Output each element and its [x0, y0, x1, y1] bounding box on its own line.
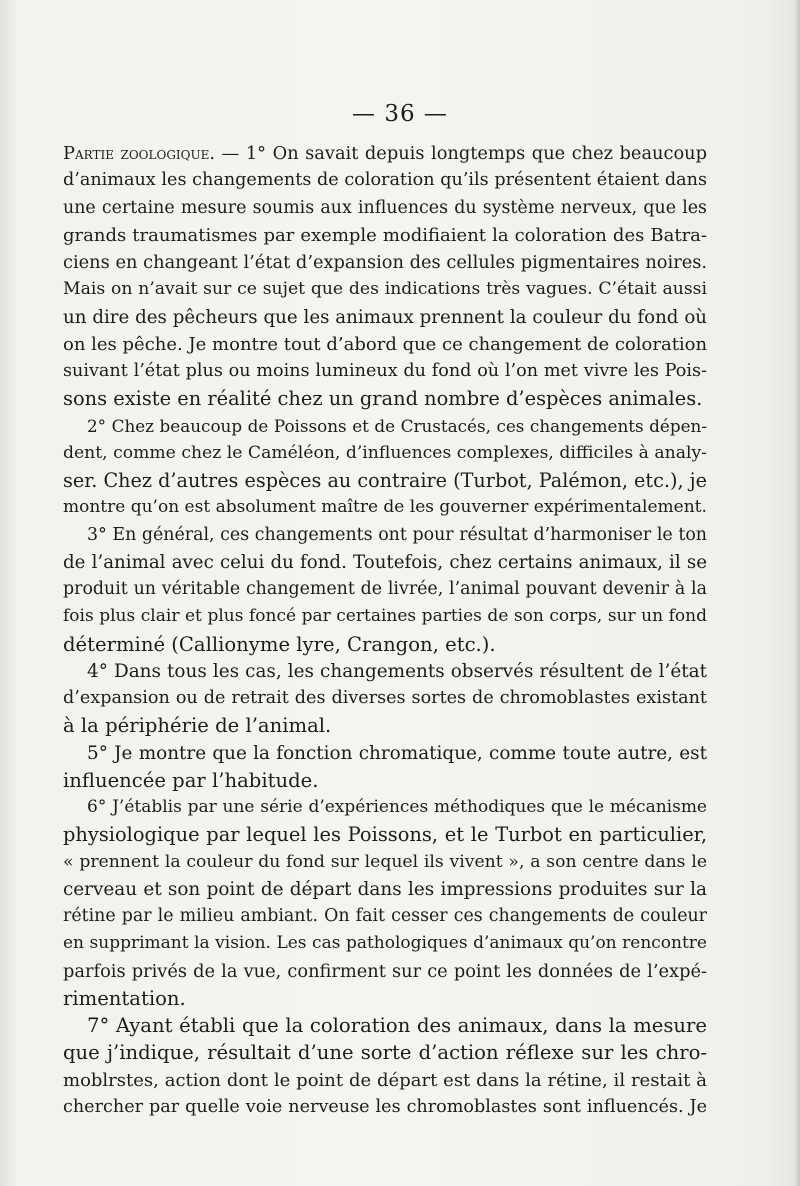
- text-line: « prennent la couleur du fond sur lequel ils vivent », a son centre dans le: [63, 851, 707, 872]
- line-text: — 1° On savait depuis longtemps que chez beaucoup: [215, 143, 707, 164]
- text-line: d’expansion ou de retrait des diverses sortes de chromoblastes existant: [63, 688, 707, 708]
- text-line: montre qu’on est absolument maître de les gouverner expérimentalement.: [63, 497, 707, 518]
- text-line: que j’indique, résultait d’une sorte d’action réflexe sur les chro-: [63, 1041, 707, 1065]
- text-line: rimentation.: [63, 986, 186, 1010]
- text-line: on les pêche. Je montre tout d’abord que ce changement de coloration: [63, 333, 707, 355]
- text-line: déterminé (Callionyme lyre, Crangon, etc.).: [63, 632, 496, 656]
- text-line: suivant l’état plus ou moins lumineux du fond où l’on met vivre les Pois-: [63, 361, 707, 381]
- text-line: parfois privés de la vue, confirment sur ce point les données de l’expé-: [63, 960, 707, 982]
- text-line: 4° Dans tous les cas, les changements observés résultent de l’état: [87, 660, 707, 682]
- page-number: — 36 —: [352, 101, 448, 127]
- text-line: rétine par le milieu ambiant. On fait cesser ces changements de couleur: [63, 906, 707, 926]
- text-line: fois plus clair et plus foncé par certaines parties de son corps, sur un fond: [63, 606, 707, 627]
- body-text: [63, 140, 707, 1121]
- text-line: cerveau et son point de départ dans les impressions produites sur la: [63, 878, 707, 900]
- text-line: ciens en changeant l’état d’expansion des cellules pigmentaires noires.: [63, 252, 707, 273]
- text-line: ser. Chez d’autres espèces au contraire (Turbot, Palémon, etc.), je: [63, 469, 707, 492]
- text-line: produit un véritable changement de livrée, l’animal pouvant devenir à la: [63, 579, 707, 599]
- text-line: 2° Chez beaucoup de Poissons et de Crustacés, ces changements dépen-: [87, 415, 707, 436]
- text-line: 5° Je montre que la fonction chromatique, comme toute autre, est: [87, 742, 707, 764]
- text-line: [63, 140, 707, 167]
- text-line: d’animaux les changements de coloration qu’ils présentent étaient dans: [63, 170, 707, 191]
- text-line: Mais on n’avait sur ce sujet que des indications très vagues. C’était aussi: [63, 279, 707, 300]
- text-line: à la périphérie de l’animal.: [63, 714, 332, 738]
- text-line: chercher par quelle voie nerveuse les chromoblastes sont influencés. Je: [63, 1096, 707, 1117]
- text-line: 7° Ayant établi que la coloration des animaux, dans la mesure: [87, 1014, 707, 1037]
- text-line: dent, comme chez le Caméléon, d’influences complexes, difficiles à analy-: [63, 442, 707, 463]
- text-line: 3° En général, ces changements ont pour résultat d’harmoniser le ton: [87, 524, 707, 545]
- text-line: en supprimant la vision. Les cas pathologiques d’animaux qu’on rencontre: [63, 933, 707, 954]
- text-line: de l’animal avec celui du fond. Toutefois, chez certains animaux, il se: [63, 551, 707, 573]
- text-line: sons existe en réalité chez un grand nombre d’espèces animales.: [63, 387, 703, 411]
- text-line: une certaine mesure soumis aux influences du système nerveux, que les: [63, 197, 707, 218]
- section-heading: Partie zoologique.: [63, 143, 216, 164]
- text-line: physiologique par lequel les Poissons, et le Turbot en particulier,: [63, 823, 707, 847]
- text-line: grands traumatismes par exemple modifiaient la coloration des Batra-: [63, 224, 707, 246]
- text-line: influencée par l’habitude.: [63, 768, 319, 792]
- text-line: 6° J’établis par une série d’expériences méthodiques que le mécanisme: [87, 797, 707, 817]
- text-line: un dire des pêcheurs que les animaux prennent la couleur du fond où: [63, 306, 707, 328]
- page-edge-shadow: [794, 0, 800, 1186]
- text-line: moblrstes, action dont le point de départ est dans la rétine, il restait à: [63, 1069, 707, 1091]
